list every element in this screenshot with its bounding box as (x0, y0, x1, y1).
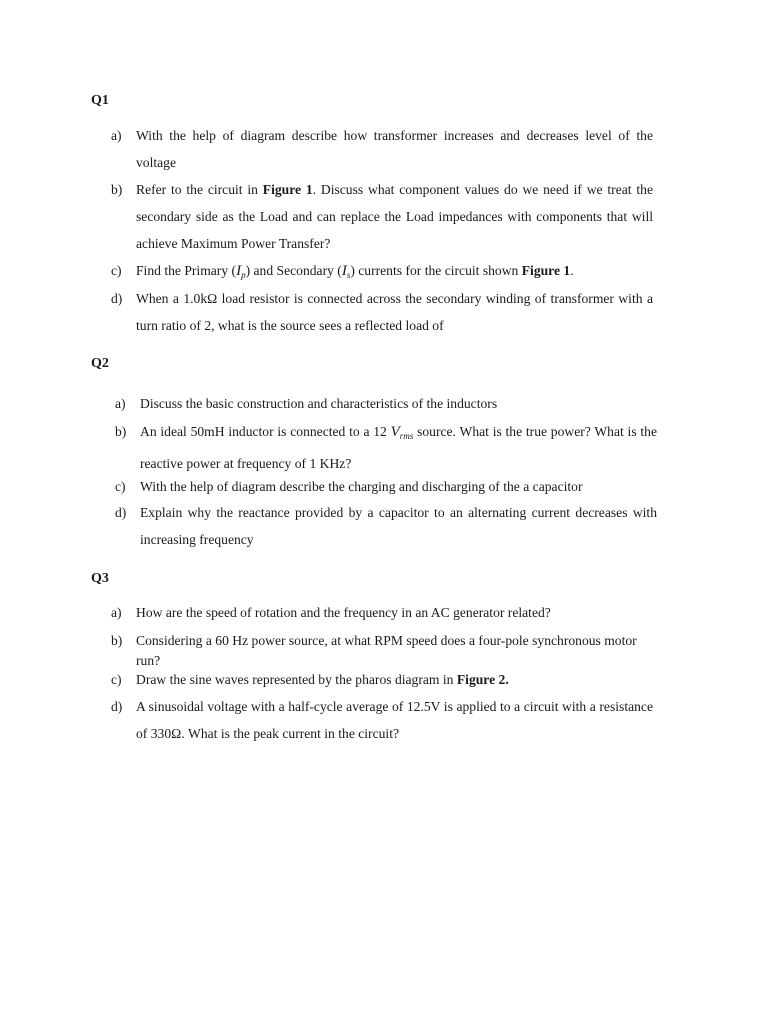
item-label: d) (115, 505, 127, 520)
item-text: Discuss the basic construction and characteristics of the inductors (140, 396, 498, 411)
item-text: Considering a 60 Hz power source, at what RPM speed does a four-pole synchronous motor run? (136, 633, 637, 668)
item-label: c) (111, 263, 122, 278)
text-part: An ideal 50mH inductor is connected to a 12 (140, 424, 391, 439)
item-label: b) (111, 182, 123, 197)
item-label: a) (115, 396, 126, 411)
item-text (136, 666, 653, 693)
item-label: b) (111, 633, 123, 648)
item-label: b) (115, 424, 127, 439)
item-text: With the help of diagram describe how transformer increases and decreases level of the voltage (136, 128, 653, 170)
question-1-heading: Q1 (91, 93, 109, 108)
item-label: a) (111, 605, 122, 620)
text-part: ) currents for the circuit shown (350, 263, 522, 278)
text-part: Find the Primary ( (136, 263, 237, 278)
primary-current-subscript: p (241, 270, 246, 280)
text-part: . (570, 263, 574, 278)
figure-reference: Figure 2. (456, 672, 509, 687)
figure-reference: Figure 1 (521, 263, 571, 278)
item-text: When a 1.0kΩ load resistor is connected across the secondary winding of transformer with a turn ratio of 2, what is the source sees a reflected load of (136, 291, 653, 333)
item-label: d) (111, 699, 123, 714)
question-2-heading: Q2 (91, 356, 109, 371)
item-label: a) (111, 128, 122, 143)
text-part: Refer to the circuit in (136, 182, 263, 197)
item-text: A sinusoidal voltage with a half-cycle average of 12.5V is applied to a circuit with a resistance of 330Ω. What is the peak current in the circuit? (136, 699, 653, 741)
text-part: . Discuss what component values do we need if we treat the secondary side as the Load and can replace the Load impedances with components that will achieve Maximum Power Transfer? (136, 182, 653, 251)
item-text (140, 418, 657, 477)
item-label: c) (115, 479, 126, 494)
item-text: With the help of diagram describe the charging and discharging of the a capacitor (140, 479, 583, 494)
item-text: How are the speed of rotation and the frequency in an AC generator related? (136, 605, 551, 620)
primary-current-symbol: I (236, 263, 242, 279)
text-part: source. What is the true power? What is the reactive power at frequency of 1 KHz? (140, 424, 657, 471)
item-label: d) (111, 291, 123, 306)
figure-reference: Figure 1 (262, 182, 313, 197)
secondary-current-subscript: s (346, 270, 351, 280)
voltage-symbol: V (390, 424, 400, 440)
text-part: ) and Secondary ( (245, 263, 342, 278)
item-text: Explain why the reactance provided by a capacitor to an alternating current decreases with increasing frequency (140, 505, 657, 547)
text-part: Draw the sine waves represented by the pharos diagram in (136, 672, 457, 687)
secondary-current-symbol: I (341, 263, 347, 279)
item-label: c) (111, 672, 122, 687)
voltage-subscript: rms (399, 431, 414, 441)
question-3-heading: Q3 (91, 571, 109, 586)
item-text (136, 176, 653, 257)
